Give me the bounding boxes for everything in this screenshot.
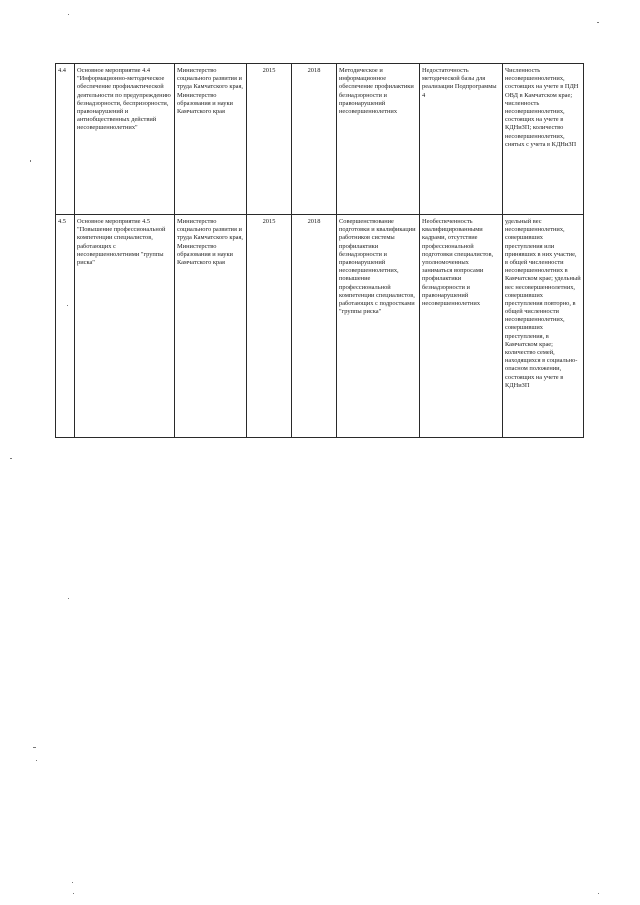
end-year: 2018 — [292, 64, 337, 215]
activity-name: Основное мероприятие 4.4 "Информационно-методическое обеспечение профилактической деятельности по предупреждению безнадзорности, беспризорности, правонарушений и антиобщественных действий несовершеннолетних" — [75, 64, 175, 215]
non-implementation-consequence: Необеспеченность квалифицированными кадрами, отсутствие профессиональной подготовки специалистов, уполномоченных заниматься вопросами профилактики безнадзорности и правонарушений несовершеннолетних — [420, 215, 503, 438]
non-implementation-consequence: Недостаточность методической базы для реализации Подпрограммы 4 — [420, 64, 503, 215]
start-year: 2015 — [247, 215, 292, 438]
row-number: 4.4 — [56, 64, 75, 215]
expected-result: Совершенствование подготовки и квалификации работников системы профилактики безнадзорности и правонарушений несовершеннолетних, повышение профессиональной компетенции специалистов, работающих с подростками "группы риска" — [337, 215, 420, 438]
scan-speck — [10, 458, 12, 459]
expected-result: Методическое и информационное обеспечение профилактики безнадзорности и правонарушений несовершеннолетних — [337, 64, 420, 215]
responsible-executor: Министерство социального развития и труда Камчатского края, Министерство образования и науки Камчатского края — [175, 64, 247, 215]
start-year: 2015 — [247, 64, 292, 215]
responsible-executor: Министерство социального развития и труда Камчатского края, Министерство образования и науки Камчатского края — [175, 215, 247, 438]
related-indicators: Численность несовершеннолетних, состоящих на учете в ПДН ОВД в Камчатском крае; численность несовершеннолетних, состоящих на учете в КДНиЗП; количество несовершеннолетних, снятых с учета в КДНиЗП — [503, 64, 584, 215]
scan-speck — [597, 22, 599, 23]
row-number: 4.5 — [56, 215, 75, 438]
scan-speck — [72, 882, 73, 883]
related-indicators: удельный вес несовершеннолетних, совершивших преступления или принявших в них участие, в общей численности несовершеннолетних в Камчатском крае; удельный вес несовершеннолетних, совершивших преступления повторно, в общей численности несовершеннолетних, совершивших преступления, в Камчатском крае; количество семей, находящихся в социально-опасном положении, состоящих на учете в КДНиЗП — [503, 215, 584, 438]
end-year: 2018 — [292, 215, 337, 438]
scan-speck — [36, 760, 37, 761]
scan-speck — [30, 160, 31, 162]
scan-speck — [598, 893, 599, 894]
table-row — [56, 64, 584, 215]
scan-speck — [73, 893, 74, 894]
scan-speck — [68, 598, 69, 599]
scan-speck — [67, 305, 68, 306]
scan-speck — [33, 747, 36, 748]
program-activities-table — [55, 63, 584, 438]
scan-speck — [68, 14, 69, 15]
activity-name: Основное мероприятие 4.5 "Повышение профессиональной компетенции специалистов, работающих с несовершеннолетними "группы риска" — [75, 215, 175, 438]
table-row — [56, 215, 584, 438]
